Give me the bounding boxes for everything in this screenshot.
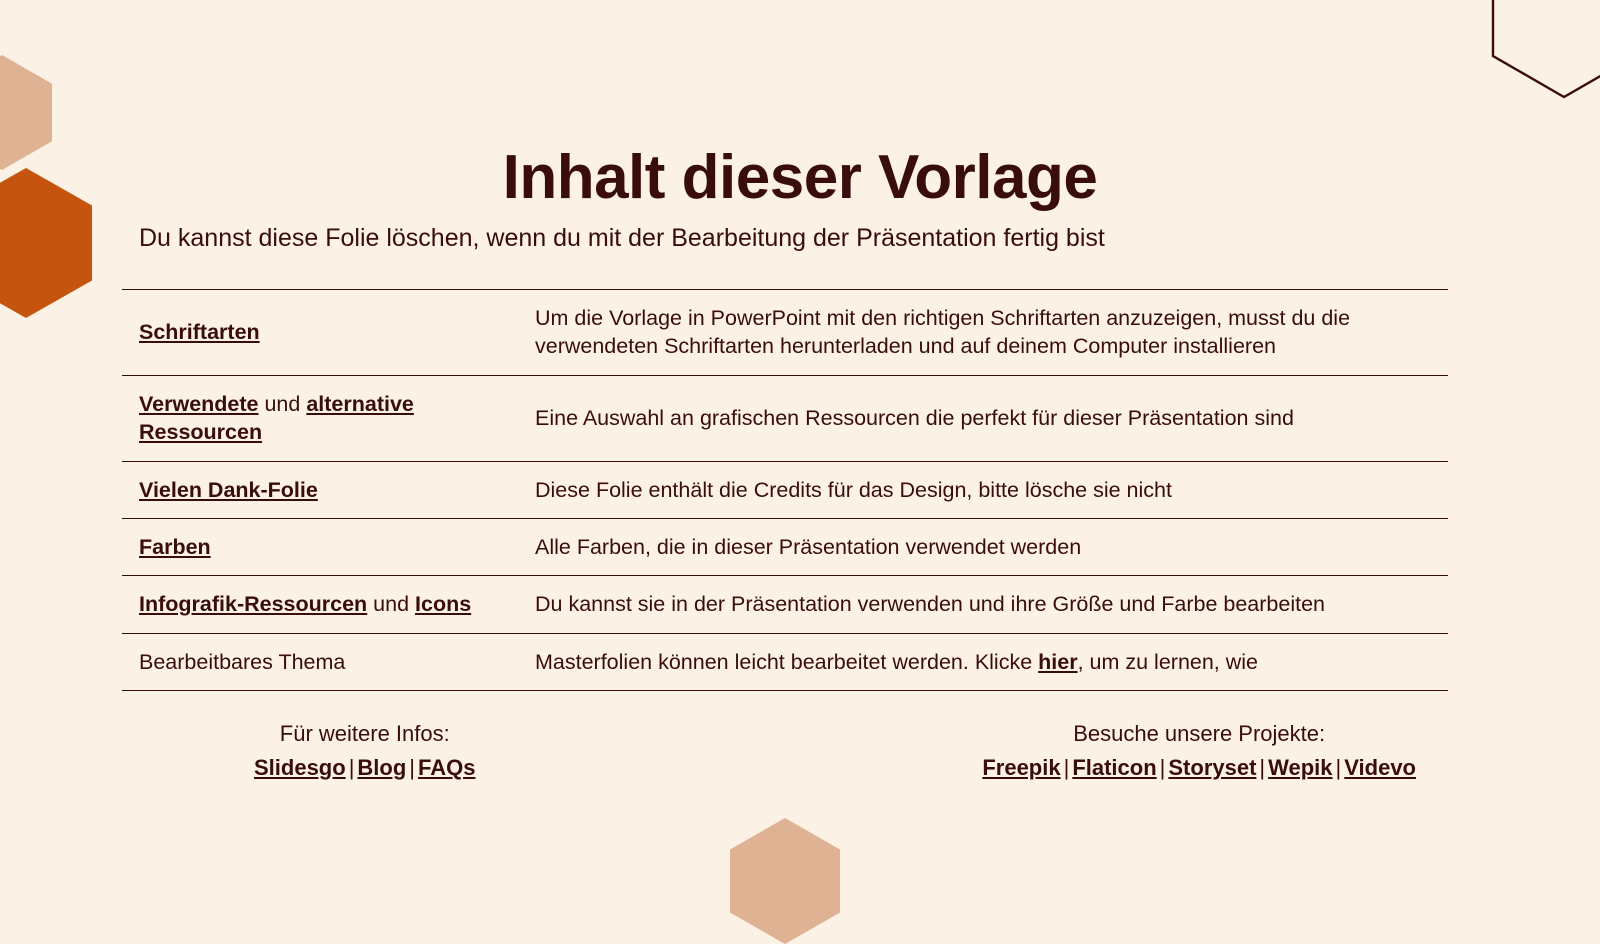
footer-projects-separator: | [1259,754,1266,780]
table-row-label [122,461,535,518]
table-row-description-text: Du kannst sie in der Präsentation verwenden und ihre Größe und Farbe bearbeiten [535,592,1325,617]
footer-more-info [254,718,475,784]
slide-subtitle: Du kannst diese Folie löschen, wenn du mit der Bearbeitung der Präsentation fertig bist [139,224,1105,252]
table-row-description-link[interactable]: hier [1038,649,1078,674]
footer-projects-heading: Besuche unsere Projekte: [1073,721,1326,746]
table-row-label-link[interactable]: Verwendete [139,391,259,416]
footer-projects-link-videvo[interactable]: Videvo [1344,754,1416,780]
footer-projects-link-storyset[interactable]: Storyset [1168,754,1257,780]
footer-more-info-link-slidesgo[interactable]: Slidesgo [254,754,346,780]
table-row-label-link[interactable]: Vielen Dank-Folie [139,477,318,502]
footer-projects-separator: | [1063,754,1070,780]
footer-projects-separator: | [1335,754,1342,780]
table-row-description-text: Masterfolien können leicht bearbeitet werden. Klicke [535,649,1039,674]
footer-projects-link-freepik[interactable]: Freepik [982,754,1061,780]
table-row-description [535,461,1448,518]
table-row-description-text: Eine Auswahl an grafischen Ressourcen die perfekt für dieser Präsentation sind [535,405,1294,430]
table-row [122,518,1448,575]
table-row-description-text: , um zu lernen, wie [1077,649,1259,674]
footer-more-info-links [254,752,475,784]
table-row-label [122,518,535,575]
table-row [122,576,1448,633]
contents-table [122,289,1448,691]
table-row [122,461,1448,518]
table-row-label [122,290,535,376]
table-row-description-text: Alle Farben, die in dieser Präsentation verwendet werden [535,534,1082,559]
table-row-label-link[interactable]: Infografik-Ressourcen [139,592,368,617]
footer-more-info-link-faqs[interactable]: FAQs [418,754,476,780]
footer-more-info-link-blog[interactable]: Blog [357,754,407,780]
hexagon-outline-top-right-icon [1490,0,1600,100]
footer-projects [982,718,1416,784]
page-title: Inhalt dieser Vorlage [502,142,1098,212]
table-row-label [122,633,535,690]
footer-projects-links [982,752,1416,784]
table-row [122,290,1448,376]
footer [122,718,1448,784]
table-row-label-link[interactable]: Schriftarten [139,320,260,345]
table-row-description-text: Diese Folie enthält die Credits für das Design, bitte lösche sie nicht [535,477,1172,502]
table-row-label [122,576,535,633]
table-row-description [535,633,1448,690]
table-row [122,633,1448,690]
footer-projects-link-wepik[interactable]: Wepik [1268,754,1333,780]
footer-projects-link-flaticon[interactable]: Flaticon [1072,754,1157,780]
table-row-label-text: und [258,391,307,416]
table-row-label-text: Bearbeitbares Thema [139,649,346,674]
table-row-label [122,375,535,461]
table-row-label-text: und [367,592,416,617]
table-row-label-link[interactable]: Icons [415,592,472,617]
table-row-label-link[interactable]: alternative Ressourcen [139,391,414,445]
table-row [122,375,1448,461]
table-row-description [535,576,1448,633]
hexagon-peach-bottom-icon [730,818,840,944]
footer-more-info-heading: Für weitere Infos: [279,721,450,746]
table-row-description [535,518,1448,575]
table-row-description [535,290,1448,376]
footer-more-info-separator: | [409,754,416,780]
table-row-description [535,375,1448,461]
table-row-label-link[interactable]: Farben [139,534,211,559]
table-row-description-text: Um die Vorlage in PowerPoint mit den richtigen Schriftarten anzuzeigen, musst du die verwendeten Schriftarten herunterladen und auf deinem Computer installieren [535,306,1351,359]
footer-more-info-separator: | [348,754,355,780]
contents-table-body [122,290,1448,691]
footer-projects-separator: | [1159,754,1166,780]
